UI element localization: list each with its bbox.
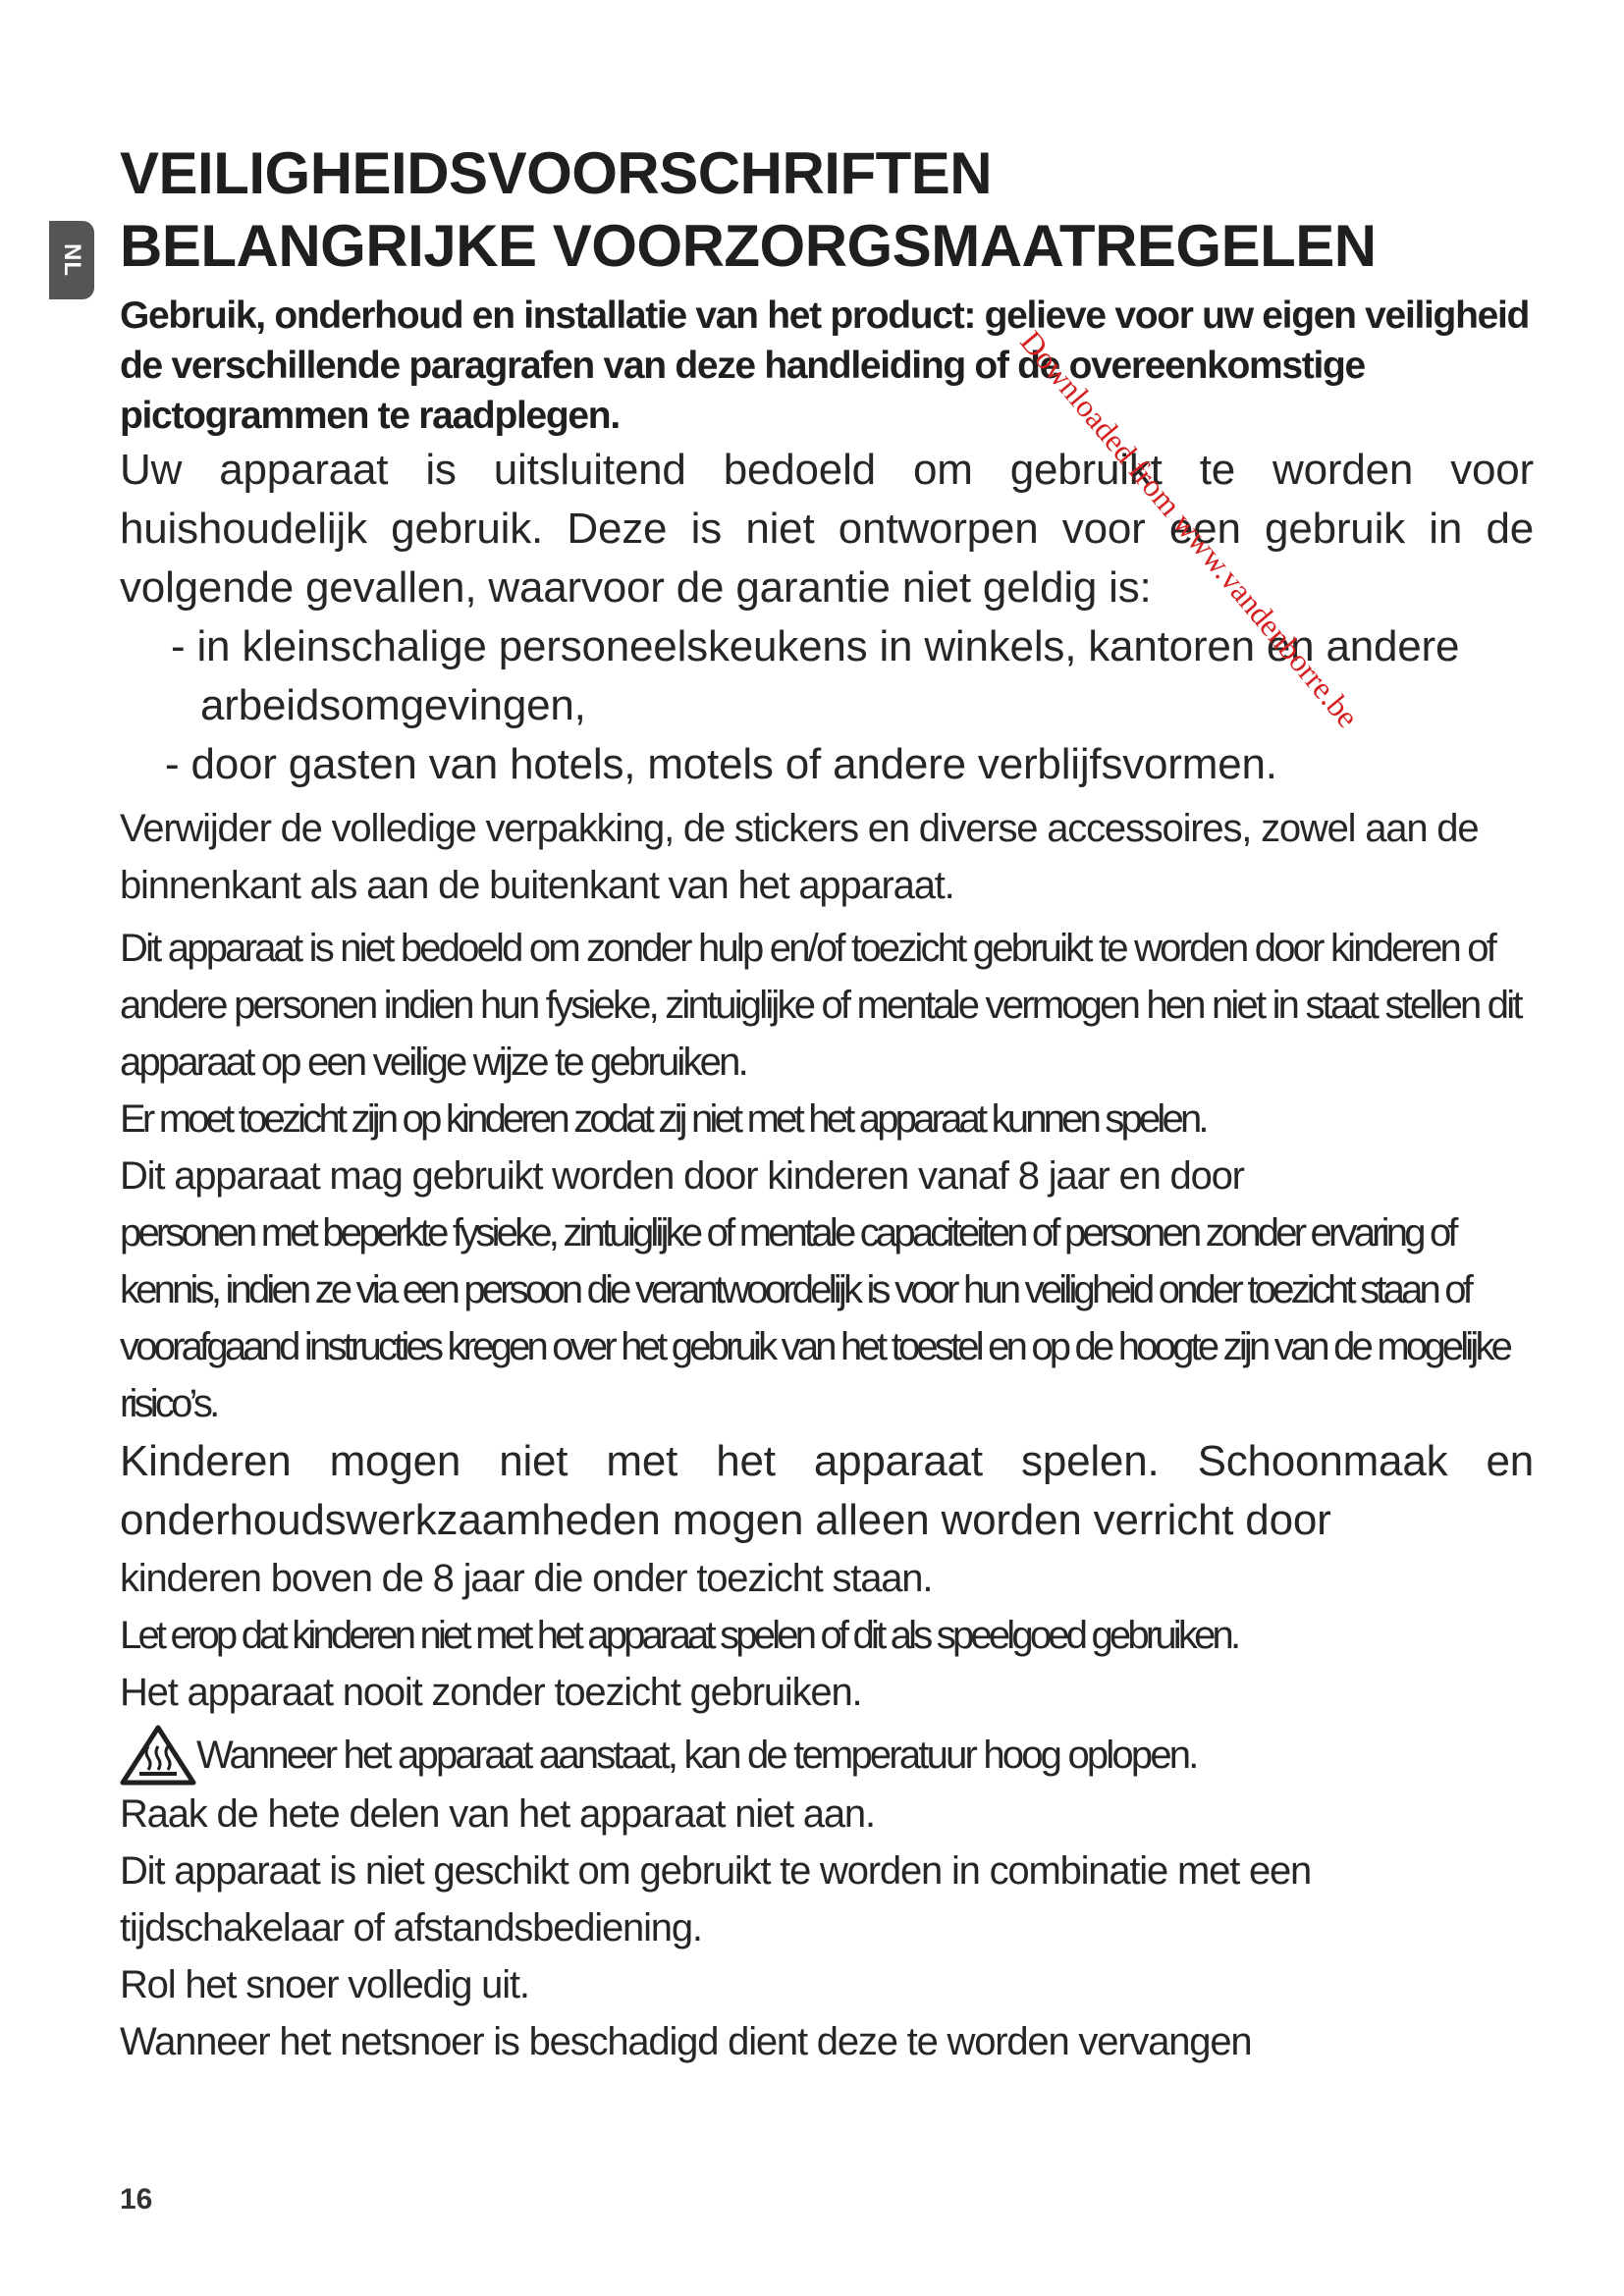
paragraph-children-supervision: Er moet toezicht zijn op kinderen zodat zij niet met het apparaat kunnen spelen.: [120, 1097, 1206, 1141]
title-important-precautions: BELANGRIJKE VOORZORGSMAATREGELEN: [120, 213, 1377, 279]
paragraph-damaged-cord: Wanneer het netsnoer is beschadigd dient deze te worden vervangen: [120, 2020, 1252, 2063]
paragraph-unroll-cord: Rol het snoer volledig uit.: [120, 1963, 529, 2006]
intro-paragraph: Gebruik, onderhoud en installatie van het product: gelieve voor uw eigen veiligheid de verschillende paragrafen van deze handleiding of de overeenkomstige pictogrammen te raadplegen.: [120, 294, 1530, 437]
paragraph-never-unattended: Het apparaat nooit zonder toezicht gebruiken.: [120, 1671, 862, 1714]
paragraph-hot-temperature: Wanneer het apparaat aanstaat, kan de temperatuur hoog oplopen.: [196, 1734, 1197, 1777]
list-item-hotel-guests: - door gasten van hotels, motels of andere verblijfsvormen.: [165, 740, 1277, 788]
hot-surface-warning-icon: [120, 1725, 196, 1786]
paragraph-children-over-8: kinderen boven de 8 jaar die onder toezicht staan.: [120, 1557, 933, 1600]
language-tab: [49, 221, 94, 299]
page-number: 16: [120, 2183, 153, 2216]
download-watermark: Downloaded from www.vandenborre.be: [1013, 324, 1367, 734]
paragraph-hot-parts: Raak de hete delen van het apparaat niet aan.: [120, 1792, 875, 1836]
paragraph-children-age: Dit apparaat mag gebruikt worden door kinderen vanaf 8 jaar en door: [120, 1154, 1244, 1198]
paragraph-reduced-capabilities: personen met beperkte fysieke, zintuiglijke of mentale capaciteiten of personen zonder ervaring of kennis, indien ze via een persoon die verantwoordelijk is voor hun veiligheid onder toezicht staan of voorafgaand instructies kregen over het gebruik van het toestel en op de hoogte zijn van de mogelijke risico’s.: [120, 1211, 1510, 1425]
title-safety-instructions: VEILIGHEIDSVOORSCHRIFTEN: [120, 140, 993, 206]
page-content: [120, 137, 1534, 2070]
hot-surface-warning: [120, 1727, 1534, 1786]
paragraph-supervision: Dit apparaat is niet bedoeld om zonder hulp en/of toezicht gebruikt te worden door kinderen of andere personen indien hun fysieke, zintuiglijke of mentale vermogen hen niet in staat stellen dit apparaat op een veilige wijze te gebruiken.: [120, 927, 1521, 1084]
paragraph-cleaning-maintenance: Kinderen mogen niet met het apparaat spelen. Schoonmaak en onderhoudswerkzaamheden mogen alleen worden verricht door: [120, 1437, 1534, 1544]
language-tab-label: NL: [59, 243, 85, 277]
list-item-staff-kitchens: - in kleinschalige personeelskeukens in winkels, kantoren en andere arbeidsomgevingen,: [171, 622, 1460, 729]
paragraph-no-toy: Let erop dat kinderen niet met het apparaat spelen of dit als speelgoed gebruiken.: [120, 1614, 1238, 1657]
paragraph-intended-use: Uw apparaat is uitsluitend bedoeld om gebruikt te worden voor huishoudelijk gebruik. Deze is niet ontworpen voor een gebruik in de volgende gevallen, waarvoor de garantie niet geldig is:: [120, 446, 1534, 612]
paragraph-remove-packaging: Verwijder de volledige verpakking, de stickers en diverse accessoires, zowel aan de binnenkant als aan de buitenkant van het apparaat.: [120, 807, 1479, 907]
paragraph-no-timer: Dit apparaat is niet geschikt om gebruikt te worden in combinatie met een tijdschakelaar of afstandsbediening.: [120, 1849, 1312, 1949]
